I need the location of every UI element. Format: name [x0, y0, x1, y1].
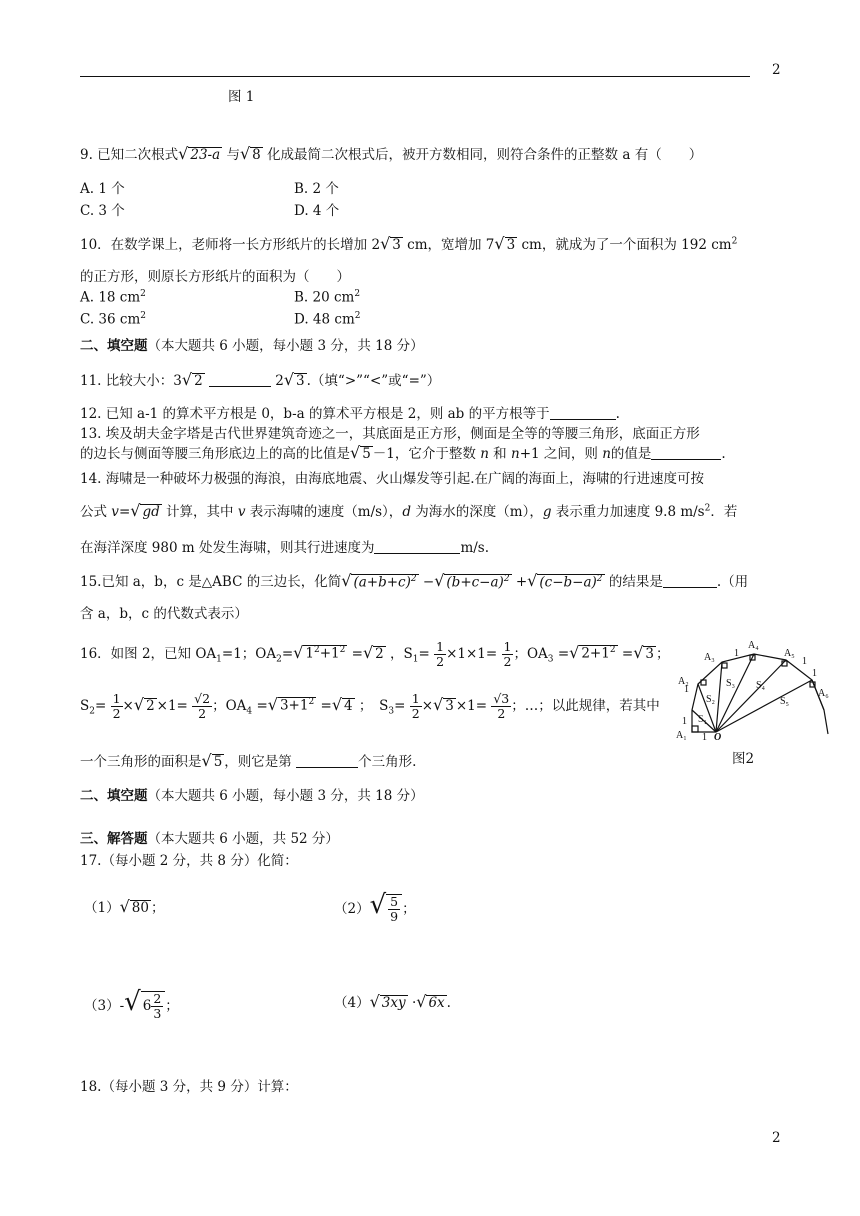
question-14-line2: 公式 v=√ gd 计算，其中 v 表示海啸的速度（m/s），d 为海水的深度（m），g 表示重力加速度 9.8 $m/s^2$．若	[80, 501, 738, 520]
question-16-line1: 16．如图 2，已知 $OA_1=1$；$OA_2=√$ $1^2+1^2$ =√ 2 ，$S_1=$ $\frac{1}{2}$ ×1×1= $\frac{1}{2}$ ；$OA_3$ =√ $2+1^2$ =√ 3 ；	[80, 639, 670, 669]
question-17-head: 17.（每小题 2 分，共 8 分）化简：	[80, 853, 298, 869]
q14-answer-blank[interactable]	[374, 553, 460, 554]
q9-option-a: A. 1 个	[80, 181, 125, 197]
question-10-line2: 的正方形，则原长方形纸片的面积为（ ）	[80, 269, 350, 285]
fig-label-s4: S₄	[756, 680, 766, 691]
fig-label-a3: A₃	[704, 652, 715, 663]
q10-option-d: D. 48 $cm^2$	[294, 311, 361, 328]
question-10-stem: 10．在数学课上，老师将一长方形纸片的长增加 2√ 3 cm，宽增加 7√ 3 cm，就成为了一个面积为 192 $cm^2$	[80, 234, 738, 253]
q11-answer-blank[interactable]	[209, 386, 271, 387]
q17-item-4: （4）√ 3xy ·√ 6x .	[334, 992, 451, 1011]
q16-answer-blank[interactable]	[296, 767, 358, 768]
question-14-line1: 14. 海啸是一种破坏力极强的海浪，由海底地震、火山爆发等引起.在广阔的海面上，海啸的行进速度可按	[80, 471, 705, 487]
section-3-heading: 三、解答题（本大题共 6 小题，共 52 分）	[80, 831, 339, 847]
fig-label-s3: S₃	[726, 678, 736, 689]
fig-label-1f: 1	[702, 732, 707, 740]
question-9-stem: 9. 已知二次根式√ 23-a 与√ 8 化成最简二次根式后，被开方数相同，则符合条件的正整数 a 有（ ）	[80, 144, 703, 163]
fig-label-1b: 1	[734, 648, 739, 659]
question-16-line3: 一个三角形的面积是√ 5 ，则它是第 个三角形.	[80, 751, 417, 770]
q10-option-c: C. 36 $cm^2$	[80, 311, 146, 328]
page-number-bottom: 2	[772, 1130, 781, 1146]
question-12: 12. 已知 a-1 的算术平方根是 0，b-a 的算术平方根是 2，则 ab 的平方根等于 .	[80, 406, 620, 422]
question-13-line1: 13. 埃及胡夫金字塔是古代世界建筑奇迹之一，其底面是正方形，侧面是全等的等腰三角形，底面正方形	[80, 426, 700, 442]
header-rule	[80, 76, 750, 77]
fig-label-a4: A₄	[748, 640, 759, 651]
q9-option-d: D. 4 个	[294, 203, 340, 219]
q10-option-a: A. 18 $cm^2$	[80, 289, 146, 306]
question-16-line2: $S_2=$ $\frac{1}{2}$ ×√ 2 ×1= $\frac{√2}{2}$ ；$OA_4$ =√ $3+1^2$ =√ 4 ； $S_3=$ $\frac{1}{2}$ ×√ 3 ×1= $\frac{√3}{2}$ ；…；以此规律，若其中	[80, 691, 660, 721]
fig-label-1a: 1	[684, 684, 689, 695]
fig-label-s5: S₅	[780, 696, 790, 707]
fig-label-1c: 1	[802, 656, 807, 667]
section-2-heading: 二、填空题（本大题共 6 小题，每小题 3 分，共 18 分）	[80, 338, 424, 354]
question-11: 11. 比较大小：3√ 2 2√ 3 .（填“>”“<”或“=”）	[80, 370, 441, 389]
page-number-top: 2	[772, 62, 781, 78]
fig-label-a2: A₂	[678, 676, 689, 687]
q10-option-b: B. 20 $cm^2$	[294, 289, 361, 306]
q12-answer-blank[interactable]	[550, 419, 616, 420]
q17-item-1: （1）√ 80 ；	[84, 897, 165, 916]
fig-label-s1: S₁	[698, 714, 708, 725]
q15-answer-blank[interactable]	[663, 587, 717, 588]
q13-answer-blank[interactable]	[651, 459, 721, 460]
fig-label-1e: 1	[812, 668, 817, 679]
question-15-line1: 15.已知 a，b，c 是△ABC 的三边长，化简√ $(a+b+c)^2$ −√ $(b+c-a)^2$ +√ $(c-b-a)^2$ 的结果是 .（用	[80, 571, 749, 590]
question-14-line3: 在海洋深度 980 m 处发生海啸，则其行进速度为 m/s.	[80, 540, 490, 556]
q9-option-c: C. 3 个	[80, 203, 125, 219]
fig-label-1d: 1	[682, 716, 687, 727]
q9-option-b: B. 2 个	[294, 181, 339, 197]
question-15-line2: 含 a，b，c 的代数式表示）	[80, 606, 248, 622]
q17-item-2: （2）√ $\frac{5}{9}$ ；	[334, 890, 416, 924]
fig-label-o: O	[714, 732, 722, 740]
fig-label-a5: A₅	[784, 648, 795, 659]
fig-label-a1: A₁	[676, 730, 687, 740]
figure1-caption: 图 1	[228, 89, 255, 105]
question-13-line2: 的边长与侧面等腰三角形底边上的高的比值是√ 5 －1，它介于整数 n 和 n+1 之间，则 n的值是 .	[80, 443, 726, 462]
fig-label-s2: S₂	[706, 694, 716, 705]
question-18-head: 18.（每小题 3 分，共 9 分）计算：	[80, 1079, 298, 1095]
section-2-heading-repeat: 二、填空题（本大题共 6 小题，每小题 3 分，共 18 分）	[80, 788, 424, 804]
figure-2-spiral	[676, 630, 836, 740]
fig-label-a6: A₆	[818, 688, 829, 699]
figure-2-caption: 图2	[732, 751, 755, 767]
q17-item-3: （3）-√ 6 $\frac{2}{3}$ ；	[84, 987, 179, 1021]
